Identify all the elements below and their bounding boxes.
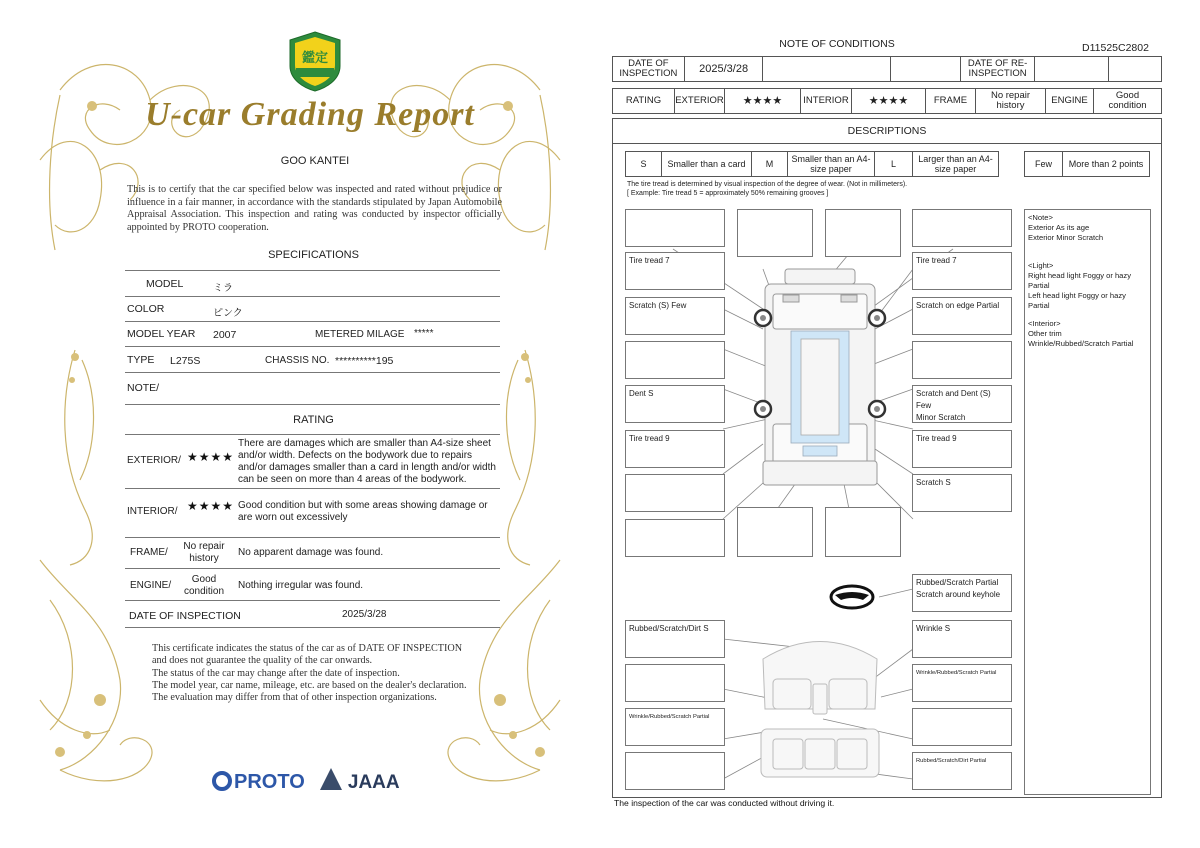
- color-value: ピンク: [213, 308, 243, 319]
- empty-cell: [763, 57, 891, 81]
- condition-box: [912, 209, 1012, 247]
- legend-few-desc: More than 2 points: [1068, 159, 1144, 169]
- rating-heading: RATING: [293, 414, 334, 426]
- condition-box: Wrinkle S: [912, 620, 1012, 658]
- closing-notes: [152, 643, 472, 704]
- condition-box: [625, 209, 725, 247]
- legend-s-desc: Smaller than a card: [662, 152, 752, 176]
- condition-box: [912, 385, 1012, 423]
- rating-row: [612, 88, 1162, 114]
- tread-note-line: [ Example: Tire tread 5 = approximately 50% remaining grooves ]: [627, 190, 829, 197]
- exterior-label: EXTERIOR: [675, 89, 725, 113]
- inspection-dates-row: [612, 56, 1162, 82]
- notes-heading: <Interior>: [1028, 319, 1061, 329]
- legend-m-desc: Smaller than an A4-size paper: [788, 152, 875, 176]
- interior-label: INTERIOR/: [127, 506, 178, 517]
- empty-cell: [891, 57, 961, 81]
- condition-box: [625, 341, 725, 379]
- legend-s: S: [626, 152, 662, 176]
- tread-note-line: The tire tread is determined by visual inspection of the degree of wear. (Not in millimeters).: [627, 181, 908, 188]
- notes-line: Exterior Minor Scratch: [1028, 232, 1104, 242]
- divider: [125, 372, 500, 373]
- certificate-subtitle: GOO KANTEI: [280, 155, 350, 167]
- interior-stars: ★★★★: [187, 499, 235, 513]
- chassis-label: CHASSIS NO.: [265, 355, 330, 366]
- reinspection-label: DATE OF RE-INSPECTION: [961, 57, 1036, 81]
- condition-box: [825, 209, 901, 257]
- condition-box: Rubbed/Scratch/Dirt S: [625, 620, 725, 658]
- model-year-value: 2007: [213, 329, 237, 341]
- note-of-conditions: [612, 30, 1164, 810]
- condition-box: Tire tread 9: [912, 430, 1012, 468]
- date-inspection-value: 2025/3/28: [685, 57, 764, 81]
- date-of-inspection-label: DATE OF INSPECTION: [129, 610, 241, 622]
- interior-stars: ★★★★: [852, 89, 926, 113]
- notes-line: Other trim: [1028, 329, 1062, 339]
- divider: [125, 321, 500, 322]
- condition-text: Scratch around keyhole: [916, 590, 1001, 599]
- frame-value: No repair history: [183, 541, 225, 564]
- exterior-description: There are damages which are smaller than A4-size sheet and/or width. Defects on the bodywork due to repairs and/or damages smaller than a card in length and/or width can be seen on more than 4 areas of the bodywork.: [238, 438, 496, 485]
- condition-box: Tire tread 7: [625, 252, 725, 290]
- condition-box: [625, 519, 725, 557]
- frame-value: No repair history: [976, 89, 1046, 113]
- condition-text: Rubbed/Scratch Partial: [916, 578, 999, 587]
- condition-box: [737, 209, 813, 257]
- divider: [125, 627, 500, 628]
- condition-box: [625, 664, 725, 702]
- metered-mileage-label: METERED MILAGE: [315, 329, 405, 340]
- condition-text: Minor Scratch: [916, 413, 966, 422]
- condition-box: Wrinkle/Rubbed/Scratch Partial: [912, 664, 1012, 702]
- condition-box: Scratch (S) Few: [625, 297, 725, 335]
- closing-line: This certificate indicates the status of the car as of DATE OF INSPECTION and does not guarantee the quality of the car onwards.: [152, 643, 463, 667]
- notes-line: Right head light Foggy or hazy Partial: [1028, 271, 1131, 290]
- condition-text: Scratch and Dent (S) Few: [916, 389, 991, 410]
- rating-label: RATING: [613, 89, 675, 113]
- reinspection-value: [1035, 57, 1109, 81]
- jaaa-logo-icon: [320, 768, 342, 790]
- proto-logo-text: PROTO: [234, 771, 305, 793]
- metered-mileage-value: *****: [414, 328, 434, 339]
- legend-l: L: [875, 152, 913, 176]
- descriptions-heading: DESCRIPTIONS: [613, 119, 1161, 144]
- legend-m: M: [752, 152, 788, 176]
- date-of-inspection-value: 2025/3/28: [342, 609, 387, 620]
- closing-line: The evaluation may differ from that of other inspection organizations.: [152, 692, 437, 704]
- date-inspection-label: DATE OF INSPECTION: [613, 57, 685, 81]
- frame-label: FRAME/: [130, 547, 168, 558]
- condition-box: Dent S: [625, 385, 725, 423]
- condition-box: [625, 474, 725, 512]
- report-id: D11525C2802: [1082, 42, 1149, 54]
- closing-line: The model year, car name, mileage, etc. are based on the dealer's declaration.: [152, 679, 467, 691]
- model-year-label: MODEL YEAR: [127, 328, 196, 340]
- engine-description: Nothing irregular was found.: [238, 580, 364, 591]
- divider: [125, 537, 500, 538]
- model-label: MODEL: [146, 278, 184, 290]
- engine-value: Good condition: [183, 574, 225, 597]
- condition-box: [912, 708, 1012, 746]
- legend-l-desc: Larger than an A4-size paper: [918, 154, 993, 174]
- chassis-value: **********195: [335, 355, 394, 367]
- divider: [125, 296, 500, 297]
- divider: [125, 600, 500, 601]
- condition-box: Tire tread 9: [625, 430, 725, 468]
- condition-box: [825, 507, 901, 557]
- divider: [125, 346, 500, 347]
- closing-line: The status of the car may change after the date of inspection.: [152, 667, 400, 679]
- jaaa-logo-text: JAAA: [347, 772, 400, 793]
- notes-line: Wrinkle/Rubbed/Scratch Partial: [1028, 338, 1134, 348]
- divider: [125, 404, 500, 405]
- note-label: NOTE/: [127, 382, 160, 394]
- interior-description: Good condition but with some areas showing damage or are worn out excessively: [238, 500, 488, 523]
- condition-box: [625, 752, 725, 790]
- goo-kantei-badge: [286, 30, 344, 92]
- logos: [212, 768, 400, 794]
- engine-value: Good condition: [1108, 90, 1147, 111]
- interior-label: INTERIOR: [801, 89, 852, 113]
- proto-logo-icon: [212, 771, 232, 791]
- type-value: L275S: [170, 355, 201, 367]
- legend-few: Few: [1025, 152, 1063, 176]
- badge-text: 鑑定: [301, 50, 328, 65]
- notes-heading: <Light>: [1028, 261, 1054, 271]
- exterior-stars: ★★★★: [725, 89, 801, 113]
- exterior-stars: ★★★★: [187, 450, 235, 464]
- divider: [125, 488, 500, 489]
- frame-description: No apparent damage was found.: [238, 547, 384, 558]
- color-label: COLOR: [127, 303, 165, 315]
- condition-box: Rubbed/Scratch/Dirt Partial: [912, 752, 1012, 790]
- descriptions-panel: [612, 118, 1162, 798]
- type-label: TYPE: [127, 354, 155, 366]
- divider: [125, 434, 500, 435]
- notes-panel: [1024, 209, 1151, 795]
- condition-box: Scratch on edge Partial: [912, 297, 1012, 335]
- condition-box: [912, 341, 1012, 379]
- divider: [125, 270, 500, 271]
- steering-wheel-icon: [831, 586, 873, 608]
- engine-label: ENGINE/: [130, 580, 172, 591]
- condition-box: Tire tread 7: [912, 252, 1012, 290]
- empty-cell: [1109, 57, 1161, 81]
- specifications-heading: SPECIFICATIONS: [268, 249, 359, 261]
- condition-box: [737, 507, 813, 557]
- conditions-title: NOTE OF CONDITIONS: [779, 38, 895, 50]
- model-value: ミラ: [213, 283, 233, 294]
- condition-box: Wrinkle/Rubbed/Scratch Partial: [625, 708, 725, 746]
- notes-line: Left head light Foggy or hazy Partial: [1028, 290, 1126, 310]
- certificate-intro: This is to certify that the car specified below was inspected and rated without prejudice or influence in a fair manner, in accordance with the standards stipulated by Japan Automobile Appraisal Association. This inspection and rating was conducted by inspector officially appointed by PROTO cooperation.: [127, 184, 502, 233]
- notes-heading: <Note>: [1028, 213, 1053, 222]
- condition-box: [912, 574, 1012, 612]
- interior-sketch: [761, 642, 879, 778]
- conditions-footer: The inspection of the car was conducted without driving it.: [614, 798, 835, 808]
- frame-label: FRAME: [926, 89, 976, 113]
- condition-box: Scratch S: [912, 474, 1012, 512]
- exterior-label: EXTERIOR/: [127, 455, 181, 466]
- divider: [125, 568, 500, 569]
- notes-line: Exterior As its age: [1028, 222, 1090, 232]
- engine-label: ENGINE: [1046, 89, 1094, 113]
- certificate-title: U-car Grading Report: [145, 96, 475, 133]
